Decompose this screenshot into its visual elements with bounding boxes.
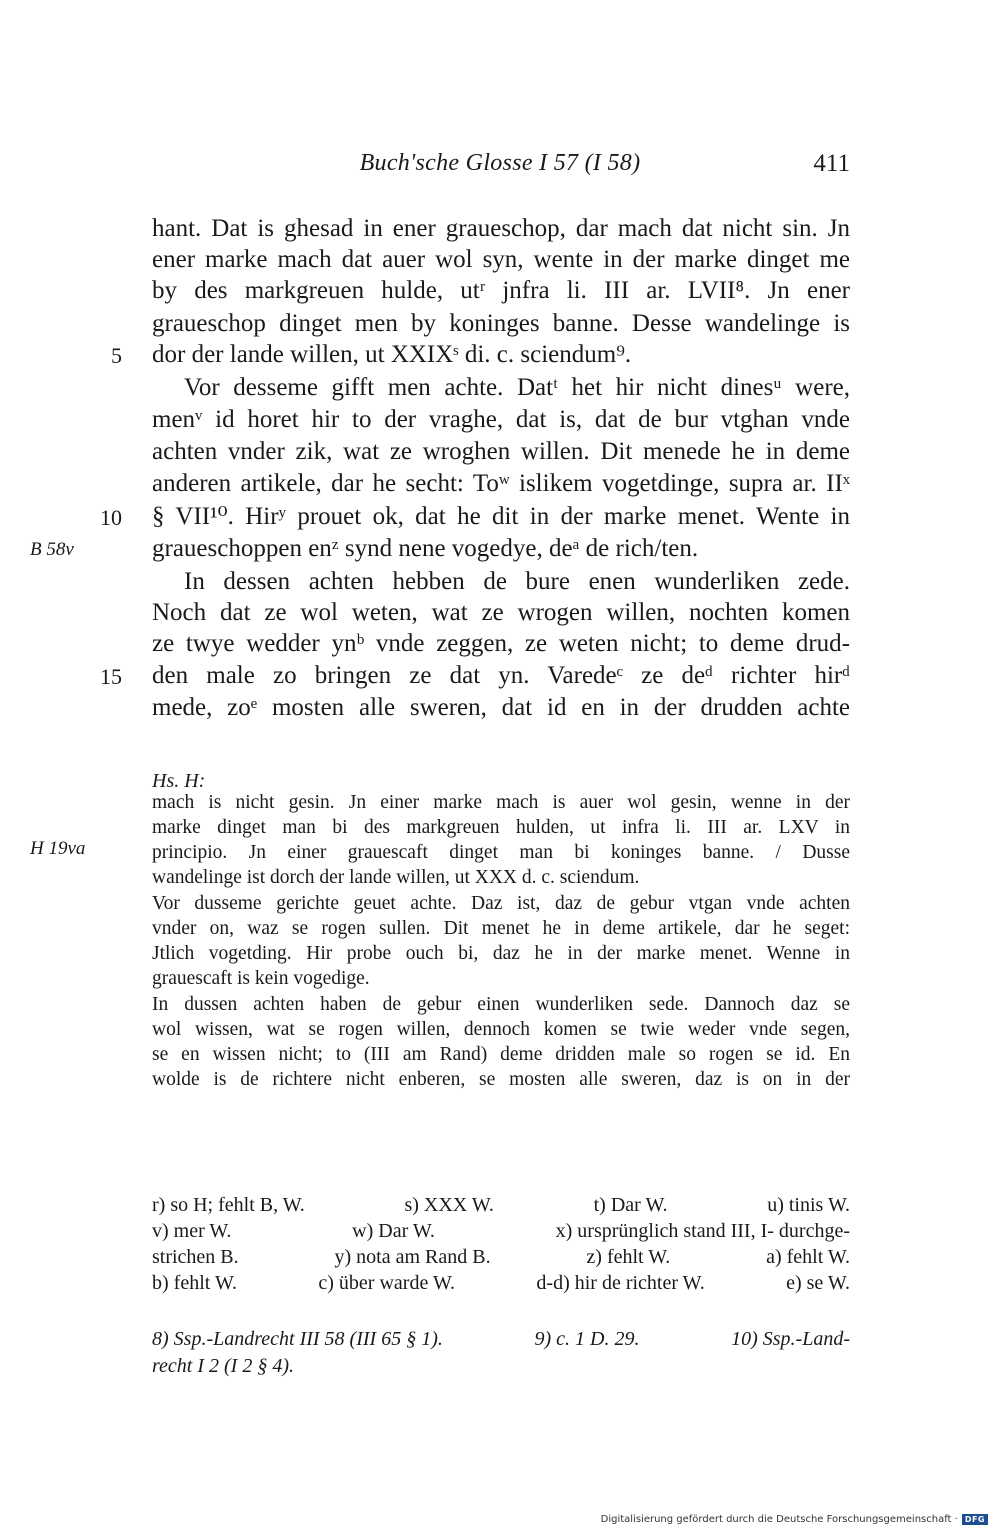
main-line: graueschop dinget men by koninges banne. Desse wandelinge is	[152, 310, 850, 337]
main-line: by des markgreuen hulde, utʳ jnfra li. III ar. LVII⁸. Jn ener	[152, 277, 850, 304]
apparatus-entry: d-d) hir de richter W.	[536, 1272, 705, 1294]
variant-line: wolde is de richtere nicht enberen, se mosten alle sweren, daz is on in der	[152, 1069, 850, 1090]
line-number: 10	[100, 505, 122, 530]
variant-line: In dussen achten haben de gebur einen wunderliken sede. Dannoch daz se	[152, 994, 850, 1015]
variant-line: Vor dusseme gerichte geuet achte. Daz ist, daz de gebur vtgan vnde achten	[152, 893, 850, 914]
funding-text: Digitalisierung gefördert durch die Deutsche Forschungsgemeinschaft ·	[600, 1514, 958, 1525]
variant-line: mach is nicht gesin. Jn einer marke mach is auer wol gesin, wenne in der	[152, 792, 850, 813]
apparatus-row	[152, 1192, 850, 1218]
main-line: mede, zoᵉ mosten alle sweren, dat id en in der drudden achte	[152, 694, 850, 721]
variant-label: Hs. H:	[152, 770, 206, 792]
variant-line: se en wissen nicht; to (III am Rand) deme dridden male so rogen se id. En	[152, 1044, 850, 1065]
source-note: 9) c. 1 D. 29.	[534, 1328, 640, 1350]
main-line: achten vnder zik, wat ze wroghen willen. Dit menede he in deme	[152, 438, 850, 465]
source-note: recht I 2 (I 2 § 4).	[152, 1355, 294, 1377]
main-line: In dessen achten hebben de bure enen wunderliken zede.	[184, 568, 850, 595]
apparatus-entry: a) fehlt W.	[766, 1246, 850, 1268]
variant-line: vnder on, waz se rogen sullen. Dit menet he in deme artikele, dar he seget:	[152, 918, 850, 939]
apparatus-entry: z) fehlt W.	[586, 1246, 671, 1268]
main-line: Vor desseme gifft men achte. Datᵗ het hir nicht dinesᵘ were,	[184, 374, 850, 401]
main-line: hant. Dat is ghesad in ener graueschop, dar mach dat nicht sin. Jn	[152, 215, 850, 242]
apparatus-entry: b) fehlt W.	[152, 1272, 237, 1294]
variant-line: principio. Jn einer grauescaft dinget man bi koninges banne. / Dusse	[152, 842, 850, 863]
main-line: ze twye wedder ynᵇ vnde zeggen, ze weten nicht; to deme drud-	[152, 630, 850, 657]
source-note-row	[152, 1353, 850, 1379]
variant-line: marke dinget man bi des markgreuen hulden, ut infra li. III ar. LXV in	[152, 817, 850, 838]
apparatus-row	[152, 1244, 850, 1270]
apparatus-entry: r) so H; fehlt B, W.	[152, 1194, 305, 1216]
apparatus-entry: strichen B.	[152, 1246, 239, 1268]
funding-footer	[601, 1514, 988, 1525]
main-line: Noch dat ze wol weten, wat ze wrogen willen, nochten komen	[152, 599, 850, 626]
apparatus-entry: s) XXX W.	[404, 1194, 494, 1216]
main-line: ener marke mach dat auer wol syn, wente in der marke dinget me	[152, 246, 850, 273]
apparatus-row	[152, 1270, 850, 1296]
line-number: 15	[100, 664, 122, 689]
main-line: § VII¹⁰. Hirʸ prouet ok, dat he dit in der marke menet. Wente in	[152, 503, 850, 530]
apparatus-row	[152, 1218, 850, 1244]
line-number: 5	[111, 343, 122, 368]
apparatus-entry: u) tinis W.	[767, 1194, 850, 1216]
dfg-logo: DFG	[962, 1514, 988, 1525]
apparatus-entry: t) Dar W.	[593, 1194, 668, 1216]
variant-line: wol wissen, wat se rogen willen, dennoch komen se twie weder vnde segen,	[152, 1019, 850, 1040]
main-line: dor der lande willen, ut XXIXˢ di. c. sciendum⁹.	[152, 341, 632, 368]
variant-line: grauescaft is kein vogedige.	[152, 968, 370, 989]
apparatus-entry: y) nota am Rand B.	[334, 1246, 491, 1268]
source-note: 8) Ssp.-Landrecht III 58 (III 65 § 1).	[152, 1328, 443, 1350]
folio-margin-note: B 58v	[30, 539, 74, 560]
main-line: anderen artikele, dar he secht: Toʷ islikem vogetdinge, supra ar. IIˣ	[152, 470, 850, 497]
variant-line: wandelinge ist dorch der lande willen, ut XXX d. c. sciendum.	[152, 867, 640, 888]
apparatus-entry: e) se W.	[786, 1272, 850, 1294]
main-line: graueschoppen enᶻ synd nene vogedye, deᵃ de rich/ten.	[152, 535, 699, 562]
source-note: 10) Ssp.-Land-	[731, 1328, 850, 1350]
page-number: 411	[813, 150, 850, 177]
source-note-row	[152, 1326, 850, 1352]
variant-line: Jtlich vogetding. Hir probe ouch bi, daz he in der marke menet. Wenne in	[152, 943, 850, 964]
apparatus-entry: c) über warde W.	[318, 1272, 456, 1294]
running-title: Buch'sche Glosse I 57 (I 58)	[359, 150, 641, 176]
apparatus-entry: x) ursprünglich stand III, I- durchge-	[555, 1220, 850, 1242]
apparatus-entry: w) Dar W.	[352, 1220, 435, 1242]
main-line: menᵛ id horet hir to der vraghe, dat is, dat de bur vtghan vnde	[152, 406, 850, 433]
main-line: den male zo bringen ze dat yn. Varedeᶜ ze deᵈ richter hirᵈ	[152, 662, 850, 689]
apparatus-entry: v) mer W.	[152, 1220, 232, 1242]
folio-margin-note: H 19va	[30, 838, 86, 859]
